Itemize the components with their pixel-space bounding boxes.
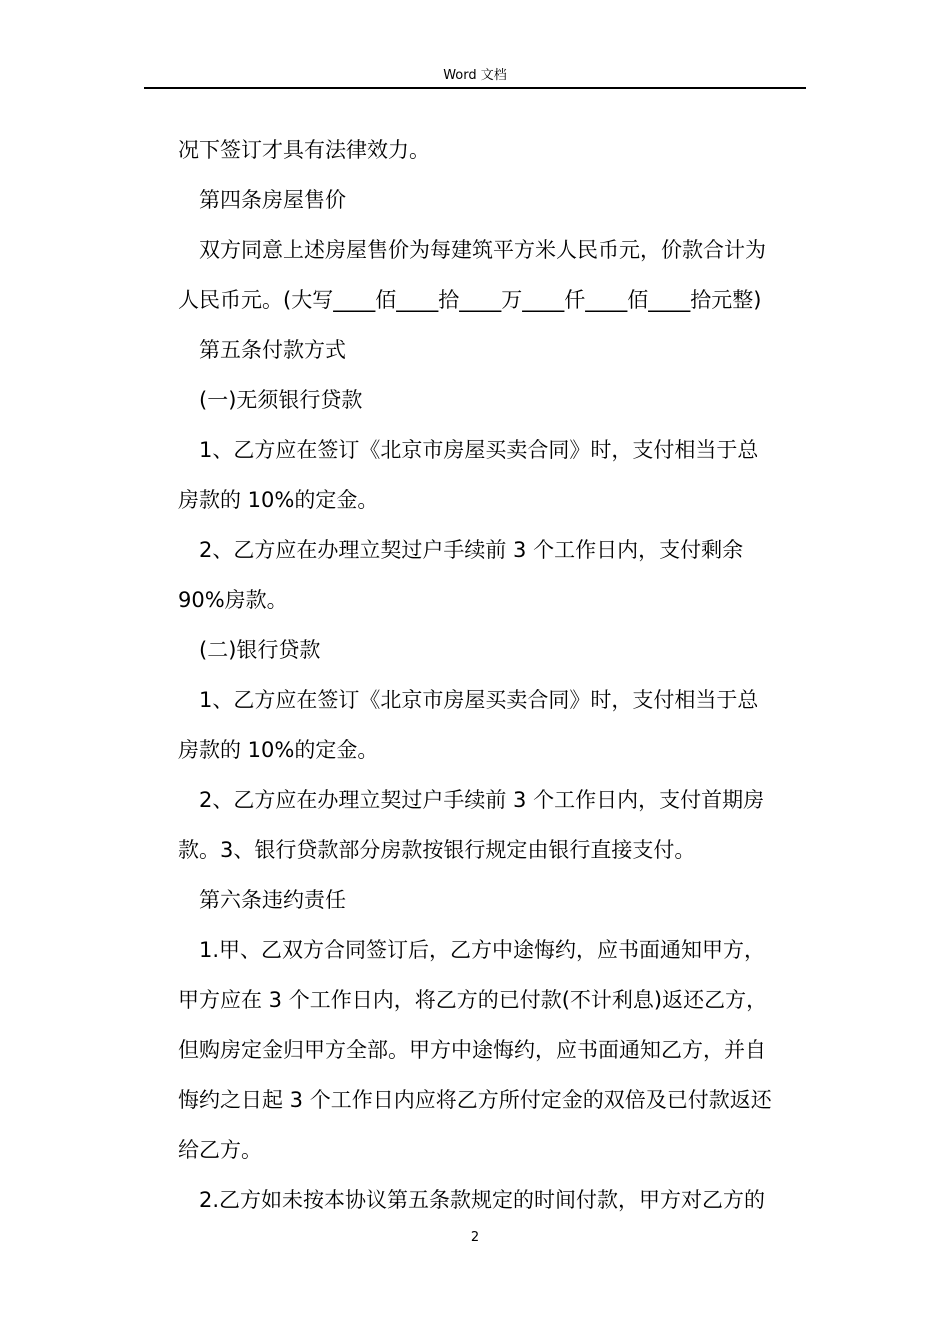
paragraph-line: 房款的 10%的定金。 <box>178 488 379 512</box>
paragraph-line: 90%房款。 <box>178 588 288 612</box>
paragraph-line: 悔约之日起 3 个工作日内应将乙方所付定金的双倍及已付款返还 <box>178 1088 772 1112</box>
subsection-heading: (二)银行贷款 <box>199 638 321 662</box>
paragraph-line: 甲方应在 3 个工作日内，将乙方的已付款(不计利息)返还乙方， <box>178 988 768 1012</box>
paragraph-line: 2.乙方如未按本协议第五条款规定的时间付款，甲方对乙方的 <box>199 1188 766 1212</box>
paragraph-line: 1、乙方应在签订《北京市房屋买卖合同》时，支付相当于总 <box>199 688 759 712</box>
paragraph-line: 1、乙方应在签订《北京市房屋买卖合同》时，支付相当于总 <box>199 438 759 462</box>
page-header: Word 文档 <box>443 68 507 83</box>
document-body <box>178 125 808 1225</box>
paragraph-line: 1.甲、乙双方合同签订后，乙方中途悔约，应书面通知甲方， <box>199 938 766 962</box>
page-number: 2 <box>470 1230 480 1245</box>
subsection-heading: (一)无须银行贷款 <box>199 388 363 412</box>
paragraph-line: 2、乙方应在办理立契过户手续前 3 个工作日内，支付剩余 <box>199 538 744 562</box>
paragraph-line: 给乙方。 <box>178 1138 262 1162</box>
section-heading: 第五条付款方式 <box>199 338 346 362</box>
paragraph-line: 人民币元。(大写____佰____拾____万____仟____佰____拾元整) <box>178 288 762 312</box>
paragraph-line: 款。3、银行贷款部分房款按银行规定由银行直接支付。 <box>178 838 696 862</box>
section-heading: 第四条房屋售价 <box>199 188 346 212</box>
header-divider <box>144 87 806 89</box>
paragraph-line: 但购房定金归甲方全部。甲方中途悔约，应书面通知乙方，并自 <box>178 1038 766 1062</box>
section-heading: 第六条违约责任 <box>199 888 346 912</box>
paragraph-line: 况下签订才具有法律效力。 <box>178 138 430 162</box>
paragraph-line: 双方同意上述房屋售价为每建筑平方米人民币元，价款合计为 <box>199 238 766 262</box>
paragraph-line: 房款的 10%的定金。 <box>178 738 379 762</box>
paragraph-line: 2、乙方应在办理立契过户手续前 3 个工作日内，支付首期房 <box>199 788 765 812</box>
